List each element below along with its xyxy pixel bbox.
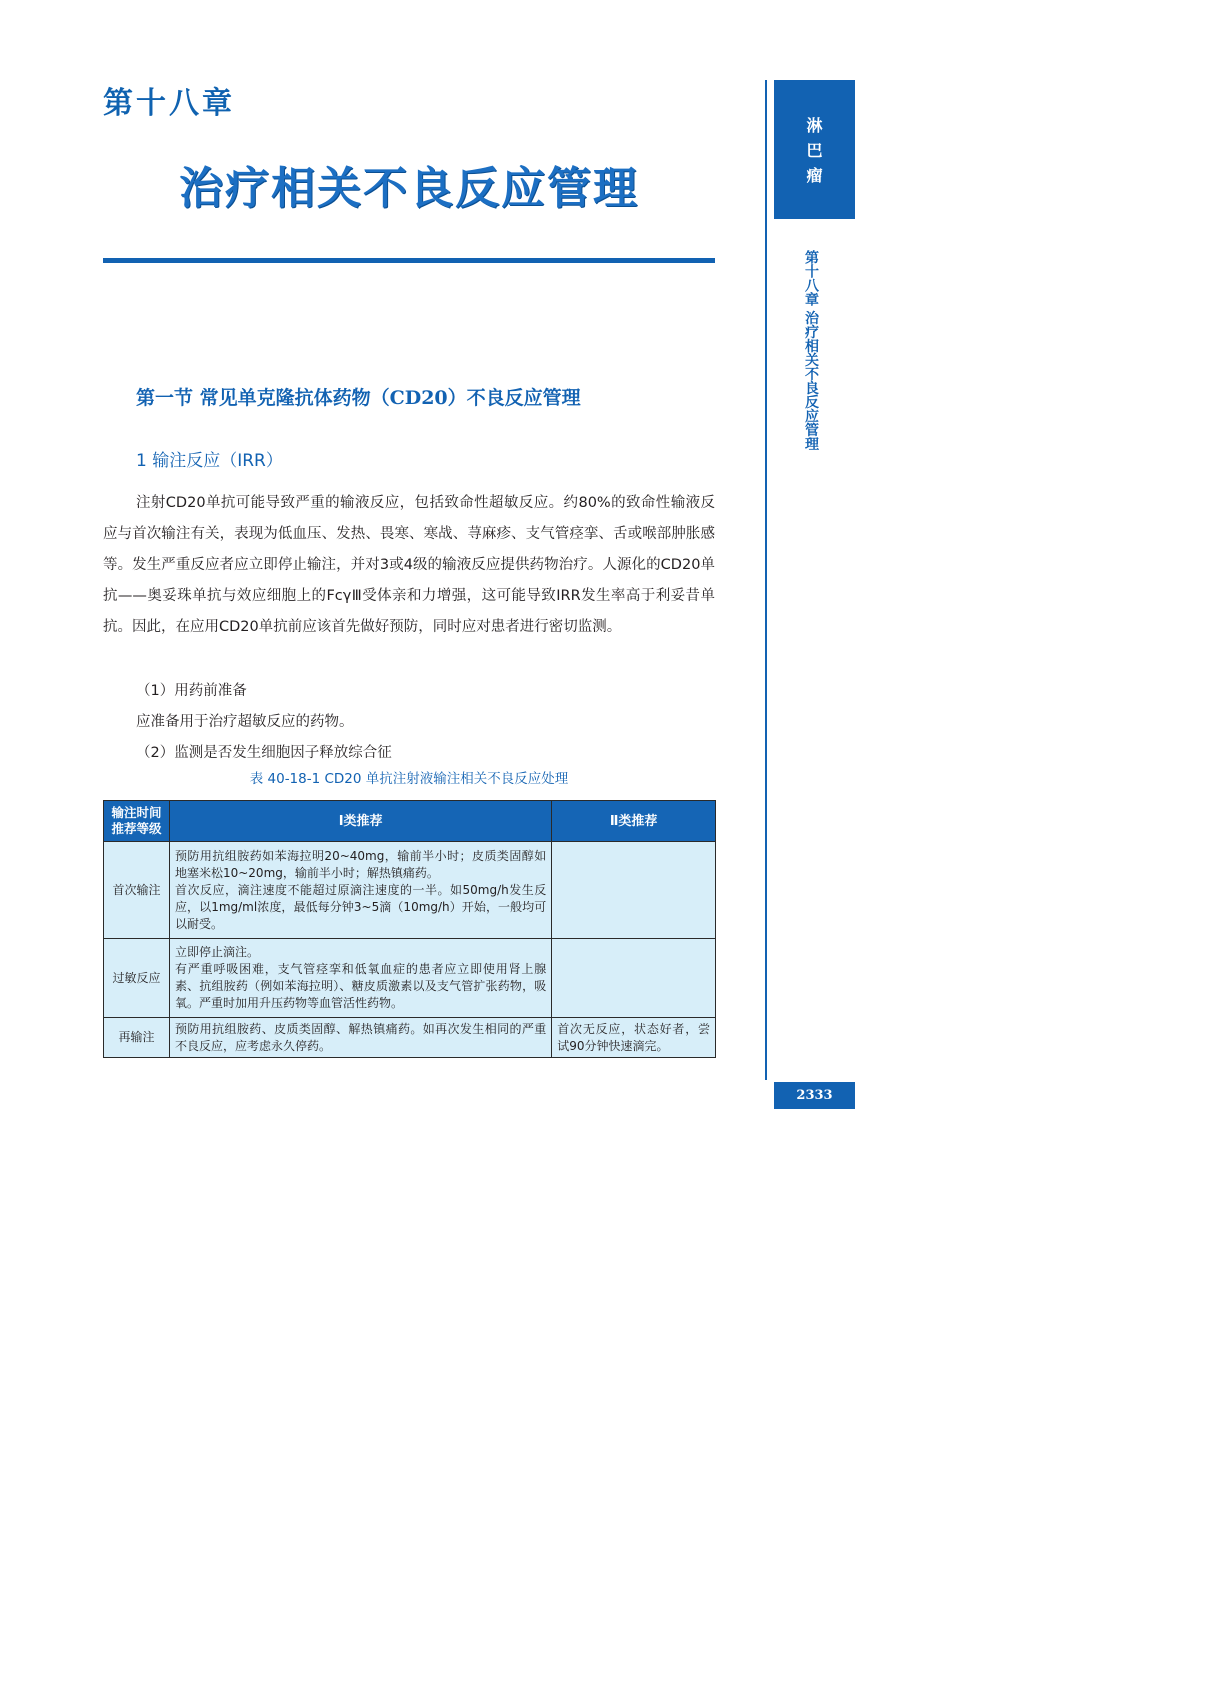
page-number: 2333	[774, 1082, 855, 1109]
item-2-heading: （2）监测是否发生细胞因子释放综合征	[136, 745, 392, 761]
section-title: 第一节 常见单克隆抗体药物（CD20）不良反应管理	[136, 387, 581, 409]
class1-cell	[169, 939, 551, 1018]
sidebar-chapter-text: 第十八章 治疗相关不良反应管理	[803, 250, 819, 451]
title-divider	[103, 258, 715, 263]
chapter-title: 治疗相关不良反应管理	[179, 163, 639, 214]
header-grade-label: 推荐等级	[111, 821, 162, 836]
chapter-number: 第十八章	[103, 86, 235, 121]
sidebar-rule	[765, 80, 767, 1080]
class1-cell	[169, 1018, 551, 1058]
header-time-label: 输注时间	[111, 805, 162, 820]
table-row	[104, 939, 716, 1018]
header-class1: Ⅰ类推荐	[169, 801, 551, 842]
class2-cell	[552, 842, 716, 939]
cell-text: 预防用抗组胺药如苯海拉明20~40mg，输前半小时；皮质类固醇如地塞米松10~20mg，输前半小时；解热镇痛药。	[174, 848, 547, 880]
body-paragraph: 注射CD20单抗可能导致严重的输液反应，包括致命性超敏反应。约80%的致命性输液反应与首次输注有关，表现为低血压、发热、畏寒、寒战、荨麻疹、支气管痉挛、舌或喉部肿胀感等。发生严重反应者应立即停止输注，并对3或4级的输液反应提供药物治疗。人源化的CD20单抗——奥妥珠单抗与效应细胞上的FcγⅢ受体亲和力增强，这可能导致IRR发生率高于利妥昔单抗。因此，在应用CD20单抗前应该首先做好预防，同时应对患者进行密切监测。	[103, 495, 715, 635]
cell-text: 立即停止滴注。	[174, 945, 259, 959]
row-label: 再输注	[104, 1018, 170, 1058]
sidebar-category-box	[774, 80, 855, 219]
cell-text: 有严重呼吸困难，支气管痉挛和低氧血症的患者应立即使用肾上腺素、抗组胺药（例如苯海拉明）、糖皮质激素以及支气管扩张药物，吸氧。严重时加用升压药物等血管活性药物。	[174, 962, 547, 1010]
row-label: 过敏反应	[104, 939, 170, 1018]
cell-text: 预防用抗组胺药、皮质类固醇、解热镇痛药。如再次发生相同的严重不良反应，应考虑永久停药。	[174, 1021, 547, 1053]
sidebar-char: 淋	[806, 116, 823, 135]
class2-cell	[552, 939, 716, 1018]
recommendation-table	[103, 800, 716, 1058]
header-time-grade	[104, 801, 170, 842]
item-1-text: 应准备用于治疗超敏反应的药物。	[136, 714, 354, 730]
cell-text: 首次反应，滴注速度不能超过原滴注速度的一半。如50mg/h发生反应，以1mg/ml浓度，最低每分钟3~5滴（10mg/h）开始，一般均可以耐受。	[174, 882, 547, 931]
sidebar-char: 巴	[806, 141, 823, 160]
table-header-row	[104, 801, 716, 842]
class1-cell	[169, 842, 551, 939]
sidebar-char: 瘤	[806, 166, 823, 185]
table-row	[104, 1018, 716, 1058]
table-caption: 表 40-18-1 CD20 单抗注射液输注相关不良反应处理	[249, 771, 569, 787]
table-row	[104, 842, 716, 939]
header-class2: Ⅱ类推荐	[552, 801, 716, 842]
row-label: 首次输注	[104, 842, 170, 939]
subsection-title: 1 输注反应（IRR）	[136, 451, 283, 471]
item-1-heading: （1）用药前准备	[136, 683, 247, 699]
class2-cell: 首次无反应，状态好者，尝试90分钟快速滴完。	[552, 1018, 716, 1058]
